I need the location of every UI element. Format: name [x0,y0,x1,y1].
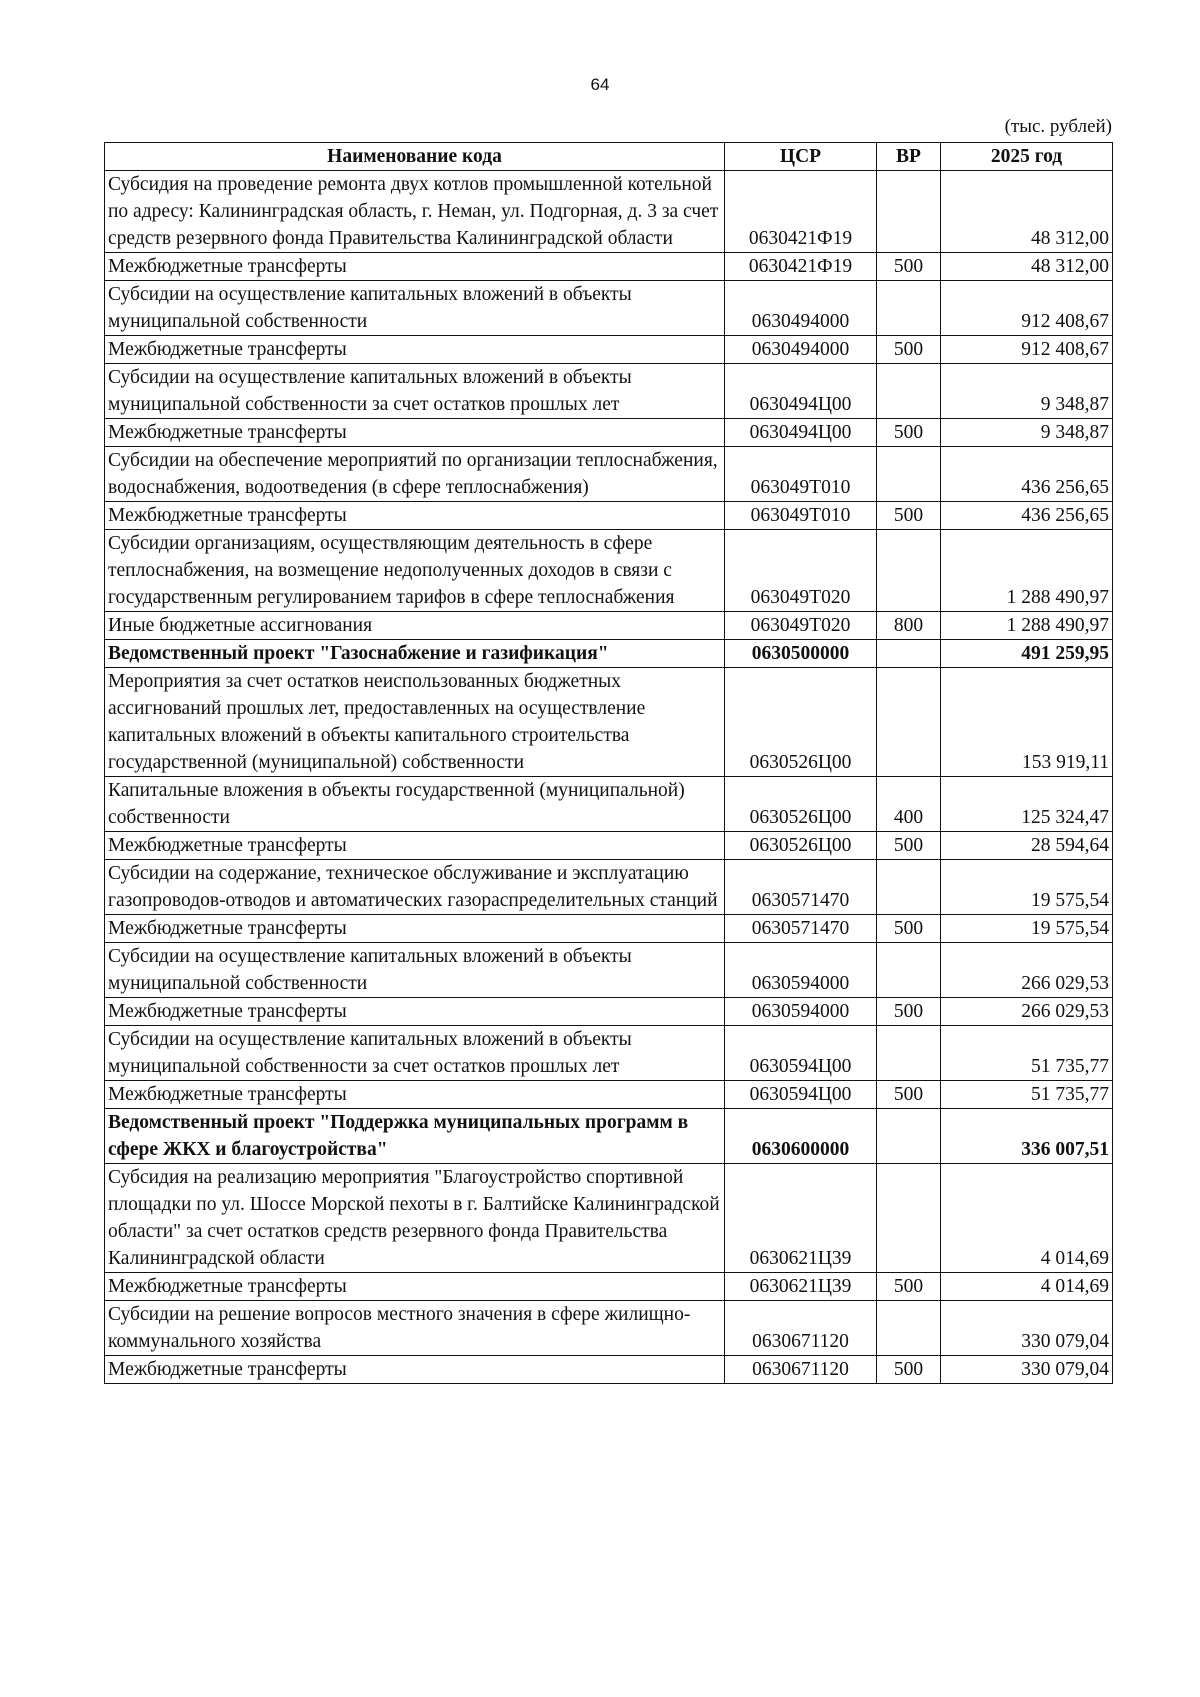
table-row [105,943,1113,998]
table-row [105,1301,1113,1356]
row-csr: 0630494000 [725,336,877,364]
table-row [105,336,1113,364]
row-name: Иные бюджетные ассигнования [105,612,725,640]
table-header [105,143,1113,171]
row-vr: 500 [877,1081,941,1109]
row-name: Субсидии на осуществление капитальных вложений в объекты муниципальной собственности [105,943,725,998]
table-row [105,612,1113,640]
row-vr: 500 [877,419,941,447]
row-name: Субсидии на осуществление капитальных вложений в объекты муниципальной собственности за счет остатков прошлых лет [105,364,725,419]
row-vr [877,1164,941,1273]
row-sum: 19 575,54 [941,860,1113,915]
row-csr: 0630494Ц00 [725,419,877,447]
row-sum: 266 029,53 [941,943,1113,998]
row-sum: 28 594,64 [941,832,1113,860]
row-csr: 0630571470 [725,860,877,915]
row-sum: 1 288 490,97 [941,530,1113,612]
table-body [105,171,1113,1384]
row-sum: 51 735,77 [941,1081,1113,1109]
header-vr: ВР [877,143,941,171]
header-sum: 2025 год [941,143,1113,171]
row-sum: 9 348,87 [941,419,1113,447]
table-row [105,253,1113,281]
row-csr: 0630421Ф19 [725,171,877,253]
row-sum: 4 014,69 [941,1273,1113,1301]
row-csr: 0630594000 [725,943,877,998]
units-label: (тыс. рублей) [1004,116,1112,137]
row-sum: 491 259,95 [941,640,1113,668]
row-csr: 0630421Ф19 [725,253,877,281]
row-vr [877,281,941,336]
row-vr: 500 [877,253,941,281]
table-row [105,419,1113,447]
row-vr: 400 [877,777,941,832]
row-name: Субсидии на осуществление капитальных вложений в объекты муниципальной собственности [105,281,725,336]
table-row [105,832,1113,860]
row-csr: 0630671120 [725,1356,877,1384]
table-row [105,1273,1113,1301]
row-vr [877,943,941,998]
row-vr: 500 [877,336,941,364]
table-row [105,860,1113,915]
table-row [105,447,1113,502]
row-vr [877,860,941,915]
row-csr: 063049Т010 [725,502,877,530]
table-row [105,1164,1113,1273]
table-row [105,668,1113,777]
row-csr: 0630526Ц00 [725,832,877,860]
table-row [105,998,1113,1026]
row-name: Межбюджетные трансферты [105,336,725,364]
row-csr: 0630621Ц39 [725,1164,877,1273]
row-csr: 0630594Ц00 [725,1081,877,1109]
row-vr [877,530,941,612]
row-sum: 330 079,04 [941,1356,1113,1384]
row-sum: 1 288 490,97 [941,612,1113,640]
row-vr [877,640,941,668]
row-csr: 0630594Ц00 [725,1026,877,1081]
row-csr: 0630671120 [725,1301,877,1356]
table-row-project [105,1109,1113,1164]
row-name: Межбюджетные трансферты [105,998,725,1026]
row-sum: 266 029,53 [941,998,1113,1026]
row-name: Субсидия на проведение ремонта двух котлов промышленной котельной по адресу: Калининградская область, г. Неман, ул. Подгорная, д. 3 за счет средств резервного фонда Правительства Калининградской области [105,171,725,253]
table-row [105,502,1113,530]
row-sum: 51 735,77 [941,1026,1113,1081]
row-name: Субсидии на содержание, техническое обслуживание и эксплуатацию газопроводов-отводов и автоматических газораспределительных станций [105,860,725,915]
row-vr [877,171,941,253]
row-csr: 063049Т020 [725,530,877,612]
row-name: Капитальные вложения в объекты государственной (муниципальной) собственности [105,777,725,832]
row-sum: 48 312,00 [941,253,1113,281]
row-name: Субсидии на решение вопросов местного значения в сфере жилищно-коммунального хозяйства [105,1301,725,1356]
page-number: 64 [590,75,610,94]
row-csr: 0630494Ц00 [725,364,877,419]
table-row [105,364,1113,419]
table-row [105,1081,1113,1109]
table-row [105,1356,1113,1384]
row-name: Субсидии организациям, осуществляющим деятельность в сфере теплоснабжения, на возмещение недополученных доходов в связи с государственным регулированием тарифов в сфере теплоснабжения [105,530,725,612]
row-vr [877,1026,941,1081]
row-name: Межбюджетные трансферты [105,1356,725,1384]
row-vr: 500 [877,1273,941,1301]
row-csr: 063049Т010 [725,447,877,502]
row-name: Мероприятия за счет остатков неиспользованных бюджетных ассигнований прошлых лет, предоставленных на осуществление капитальных вложений в объекты капитального строительства государственной (муниципальной) собственности [105,668,725,777]
row-sum: 4 014,69 [941,1164,1113,1273]
row-sum: 330 079,04 [941,1301,1113,1356]
table-row [105,171,1113,253]
header-name: Наименование кода [105,143,725,171]
table-row [105,777,1113,832]
table-row [105,915,1113,943]
row-vr [877,447,941,502]
table-row [105,1026,1113,1081]
row-sum: 436 256,65 [941,447,1113,502]
row-vr: 500 [877,502,941,530]
row-name: Межбюджетные трансферты [105,419,725,447]
row-vr: 500 [877,832,941,860]
row-sum: 912 408,67 [941,281,1113,336]
row-vr: 500 [877,1356,941,1384]
table-row-project [105,640,1113,668]
header-row [105,143,1113,171]
budget-table [104,142,1113,1384]
header-csr: ЦСР [725,143,877,171]
row-sum: 336 007,51 [941,1109,1113,1164]
row-name: Ведомственный проект "Газоснабжение и газификация" [105,640,725,668]
row-vr: 800 [877,612,941,640]
row-csr: 0630594000 [725,998,877,1026]
table-row [105,281,1113,336]
row-name: Межбюджетные трансферты [105,915,725,943]
row-sum: 9 348,87 [941,364,1113,419]
row-csr: 0630526Ц00 [725,777,877,832]
row-csr: 063049Т020 [725,612,877,640]
row-csr: 0630500000 [725,640,877,668]
row-vr [877,1301,941,1356]
row-name: Ведомственный проект "Поддержка муниципальных программ в сфере ЖКХ и благоустройства" [105,1109,725,1164]
row-csr: 0630571470 [725,915,877,943]
row-sum: 436 256,65 [941,502,1113,530]
row-name: Межбюджетные трансферты [105,832,725,860]
row-vr: 500 [877,998,941,1026]
row-csr: 0630621Ц39 [725,1273,877,1301]
row-sum: 48 312,00 [941,171,1113,253]
row-name: Субсидии на обеспечение мероприятий по организации теплоснабжения, водоснабжения, водоотведения (в сфере теплоснабжения) [105,447,725,502]
row-sum: 125 324,47 [941,777,1113,832]
row-vr: 500 [877,915,941,943]
table-row [105,530,1113,612]
row-name: Субсидия на реализацию мероприятия "Благоустройство спортивной площадки по ул. Шоссе Морской пехоты в г. Балтийске Калининградской области" за счет остатков средств резервного фонда Правительства Калининградской области [105,1164,725,1273]
row-name: Межбюджетные трансферты [105,1273,725,1301]
row-name: Межбюджетные трансферты [105,502,725,530]
row-name: Субсидии на осуществление капитальных вложений в объекты муниципальной собственности за счет остатков прошлых лет [105,1026,725,1081]
row-sum: 19 575,54 [941,915,1113,943]
row-sum: 153 919,11 [941,668,1113,777]
row-csr: 0630600000 [725,1109,877,1164]
row-vr [877,1109,941,1164]
row-name: Межбюджетные трансферты [105,1081,725,1109]
row-sum: 912 408,67 [941,336,1113,364]
row-csr: 0630526Ц00 [725,668,877,777]
row-csr: 0630494000 [725,281,877,336]
row-vr [877,668,941,777]
row-vr [877,364,941,419]
row-name: Межбюджетные трансферты [105,253,725,281]
